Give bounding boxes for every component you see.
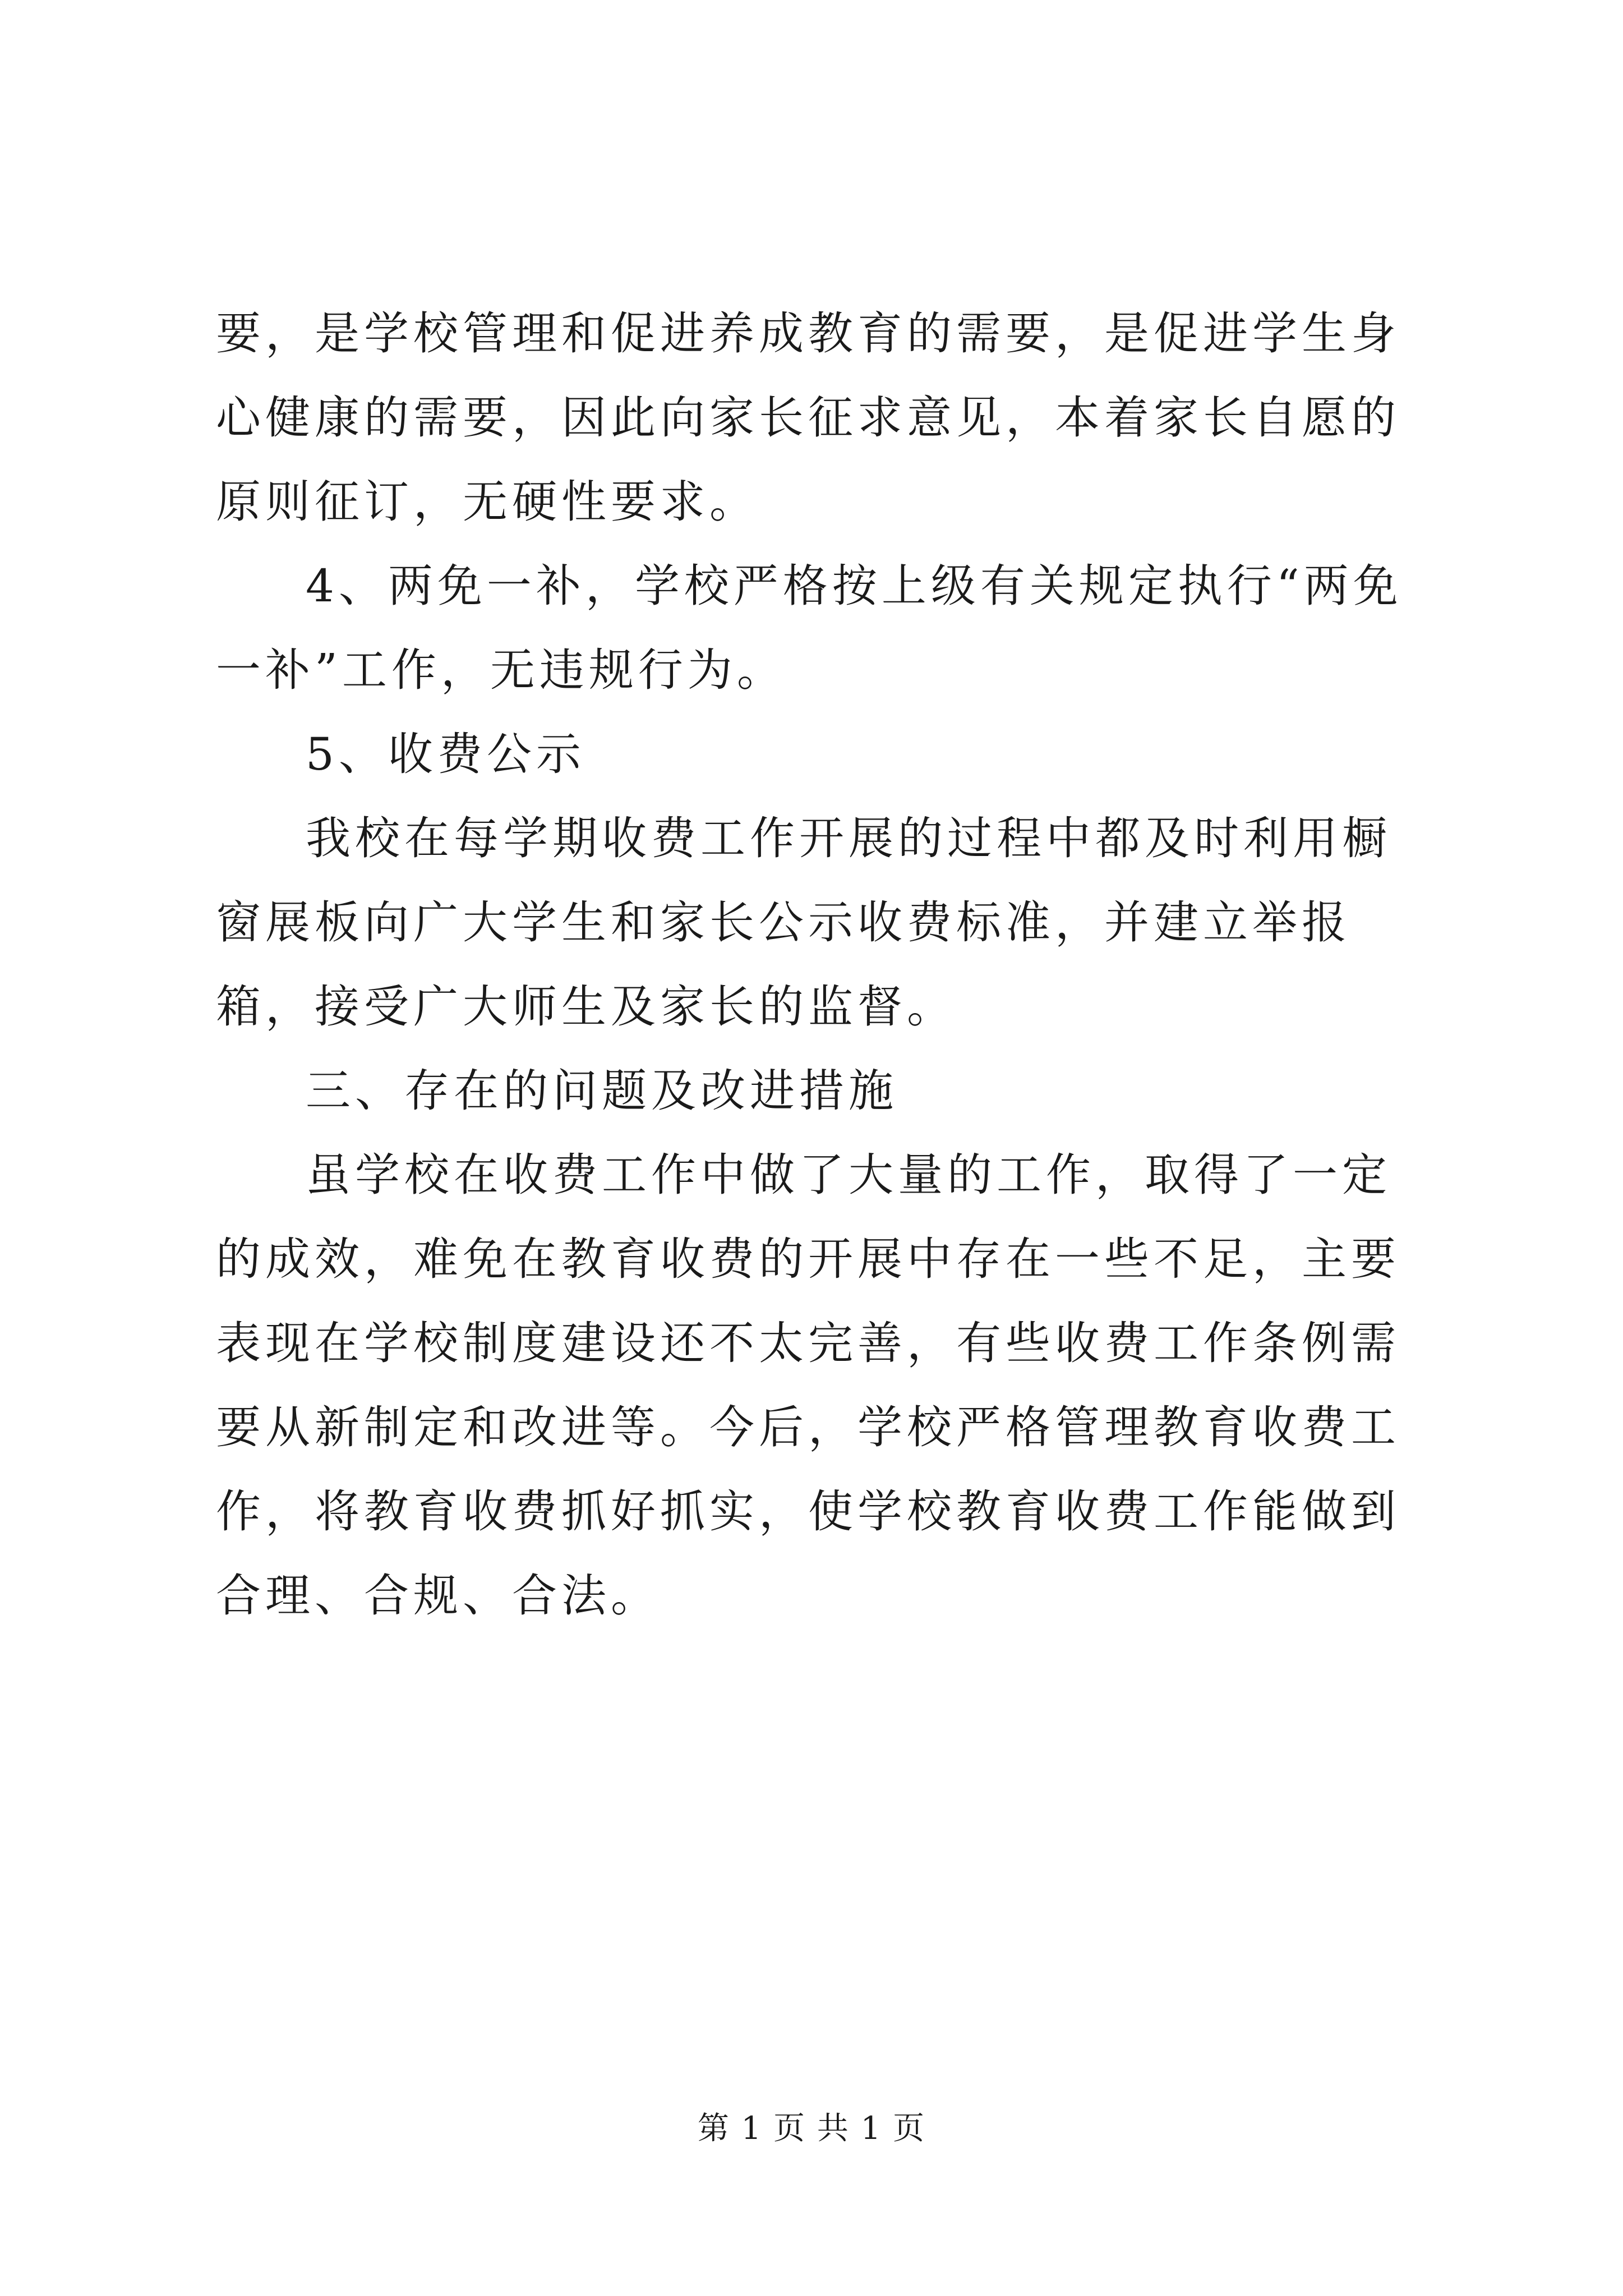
paragraph-fee-disclosure-heading: 5、收费公示: [306, 728, 585, 780]
paragraph-fee-disclosure: 我校在每学期收费工作开展的过程中都及时利用橱窗展板向广大学生和家长公示收费标准，并建立举报箱，接受广大师生及家长的监督。: [216, 812, 1391, 1033]
paragraph-continuation: 要，是学校管理和促进养成教育的需要，是促进学生身心健康的需要，因此向家长征求意见，本着家长自愿的原则征订，无硬性要求。: [216, 307, 1400, 528]
document-body: [216, 292, 1422, 1638]
paragraph-two-exemptions: 4、两免一补，学校严格按上级有关规定执行“两免一补”工作，无违规行为。: [216, 560, 1403, 696]
page-number-footer: 第 1 页 共 1 页: [697, 2110, 926, 2147]
section-heading-problems: 三、存在的问题及改进措施: [306, 1065, 898, 1117]
paragraph-improvements: 虽学校在收费工作中做了大量的工作，取得了一定的成效，难免在教育收费的开展中存在一些不足，主要表现在学校制度建设还不太完善，有些收费工作条例需要从新制定和改进等。今后，学校严格管理教育收费工作，将教育收费抓好抓实，使学校教育收费工作能做到合理、合规、合法。: [216, 1149, 1400, 1622]
